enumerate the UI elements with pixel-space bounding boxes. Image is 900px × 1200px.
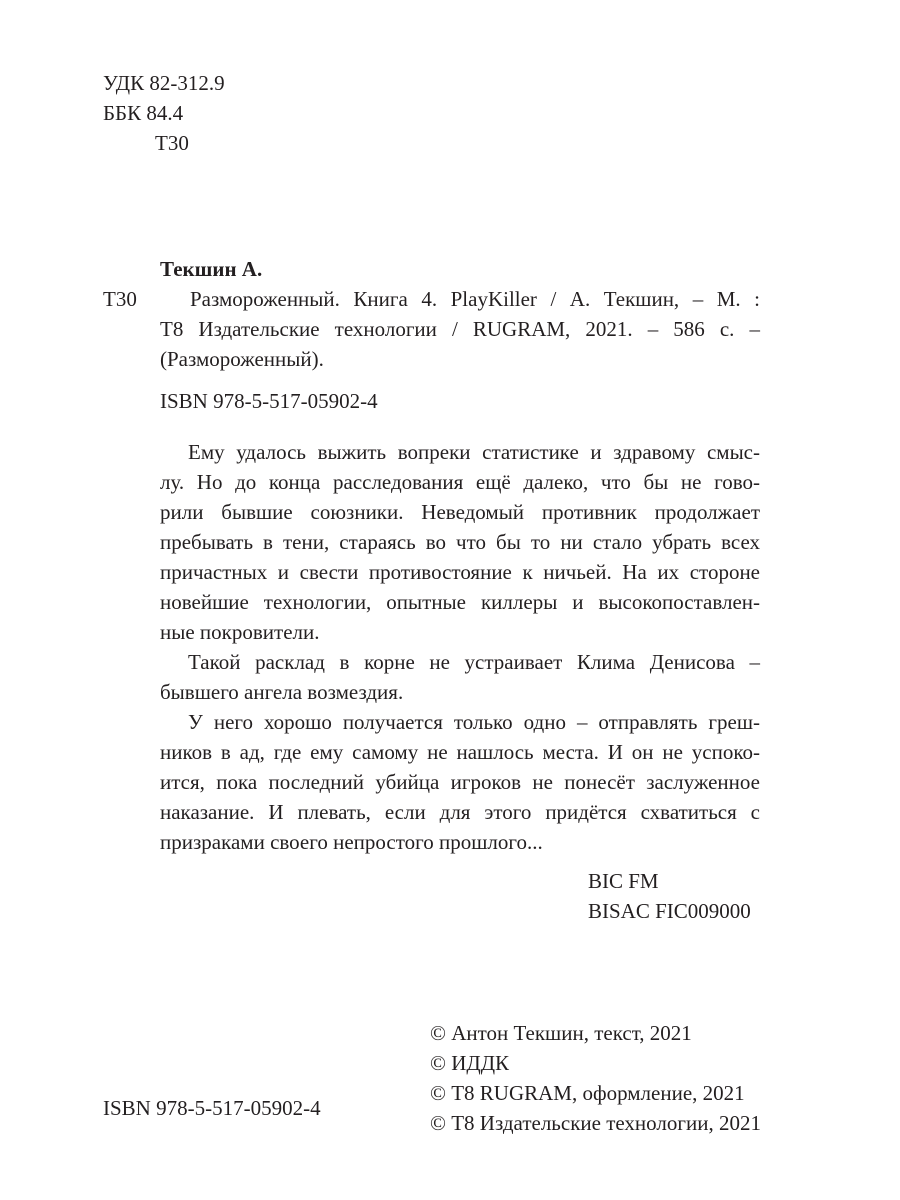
bbk-code: ББК 84.4 <box>103 101 184 125</box>
classification-block <box>103 68 303 158</box>
copyright-line: © Антон Текшин, текст, 2021 <box>430 1021 692 1045</box>
bib-line: Т8 Издательские технологии / RUGRAM, 2021. – 586 с. – <box>160 317 760 341</box>
bib-line: Размороженный. Книга 4. PlayKiller / А. Текшин, – М. : <box>190 287 760 311</box>
annotation-line: ные покровители. <box>160 620 320 644</box>
copyright-notices <box>430 1018 761 1138</box>
annotation <box>160 437 760 857</box>
author-heading: Текшин А. <box>160 257 263 281</box>
copyright-line: © Т8 Издательские технологии, 2021 <box>430 1111 761 1135</box>
annotation-line: ников в ад, где ему самому не нашлось места. И он не успоко- <box>160 740 760 764</box>
annotation-line: причастных и свести противостояние к ничьей. На их стороне <box>160 560 760 584</box>
bib-author-mark: Т30 <box>103 287 137 311</box>
annotation-line: наказание. И плевать, если для этого придётся схватиться с <box>160 800 760 824</box>
annotation-line: новейшие технологии, опытные киллеры и высокопоставлен- <box>160 590 760 614</box>
udk-code: УДК 82-312.9 <box>103 71 225 95</box>
copyright-line: © ИДДК <box>430 1051 510 1075</box>
isbn: ISBN 978-5-517-05902-4 <box>160 389 378 413</box>
subject-codes <box>588 866 751 926</box>
footer-isbn: ISBN 978-5-517-05902-4 <box>103 1096 321 1120</box>
annotation-paragraph <box>160 647 760 707</box>
bibliographic-description <box>160 284 760 374</box>
annotation-line: Ему удалось выжить вопреки статистике и здравому смыс- <box>188 440 760 464</box>
author-mark: Т30 <box>155 131 189 155</box>
bib-line: (Размороженный). <box>160 347 324 371</box>
annotation-line: У него хорошо получается только одно – отправлять греш- <box>188 710 760 734</box>
annotation-paragraph <box>160 707 760 857</box>
annotation-line: пребывать в тени, стараясь во что бы то ни стало убрать всех <box>160 530 760 554</box>
annotation-paragraph <box>160 437 760 647</box>
annotation-line: рили бывшие союзники. Неведомый противник продолжает <box>160 500 760 524</box>
annotation-line: лу. Но до конца расследования ещё далеко, что бы не гово- <box>160 470 760 494</box>
annotation-line: ится, пока последний убийца игроков не понесёт заслуженное <box>160 770 760 794</box>
annotation-line: Такой расклад в корне не устраивает Клима Денисова – <box>188 650 760 674</box>
annotation-line: призраками своего непростого прошлого... <box>160 830 543 854</box>
bisac-code: BISAC FIC009000 <box>588 899 751 923</box>
copyright-line: © Т8 RUGRAM, оформление, 2021 <box>430 1081 745 1105</box>
bic-code: BIC FM <box>588 869 659 893</box>
annotation-line: бывшего ангела возмездия. <box>160 680 404 704</box>
